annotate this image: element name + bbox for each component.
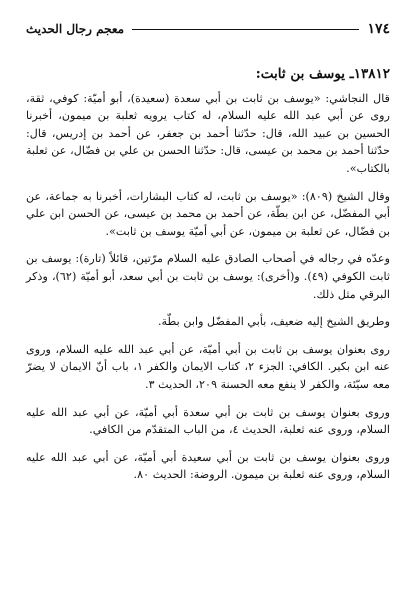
paragraph-rijal: وعدّه في رجاله في أصحاب الصادق عليه السلام مرّتين، قائلاً (تارة): يوسف بن ثابت الكوفي (٤٩). و(أخرى): يوسف بن ثابت بن أبي سعد، أبو أميّة (٦٢)، وذكر البرقي مثل ذلك. <box>26 252 390 301</box>
entry-body <box>26 66 390 488</box>
paragraph-kafi-2: وروى بعنوان يوسف بن ثابت بن أبي سعدة أبي أميّة، عن أبي عبد الله عليه السلام، وروى عنه ثعلبة، الحديث ٤، من الباب المتقدّم من الكافي. <box>26 405 390 437</box>
header-rule <box>132 29 359 30</box>
page-number: ١٧٤ <box>367 21 390 37</box>
paragraph-kafi-1: روى بعنوان يوسف بن ثابت بن أبي أميّة، عن أبي عبد الله عليه السلام، وروى عنه ابن بكير. الكافي: الجزء ٢، كتاب الايمان والكفر ١، باب أنّ الايمان لا يضرّ معه سيّئة، والكفر لا ينفع معه الحسنة ٢٠٩، الحديث ٣. <box>26 342 390 391</box>
paragraph-rawda: وروى بعنوان يوسف بن ثابت بن أبي سعيدة أبي أميّة، عن أبي عبد الله عليه السلام، وروى عنه ثعلبة بن ميمون. الروضة: الحديث ٨٠. <box>26 450 390 482</box>
entry-heading: ١٣٨١٢ـ يوسف بن ثابت: <box>255 66 390 82</box>
paragraph-najashi: قال النجاشي: «يوسف بن ثابت بن أبي سعدة (سعيدة)، أبو أميّة: كوفي، ثقة، روى عن أبي عبد الله عليه السلام، له كتاب يرويه ثعلبة بن ميمون، أخبرنا الحسين بن عبيد الله، قال: حدّثنا أحمد بن جعفر، عن أحمد بن إدريس، قال: حدّثنا أحمد بن محمد بن عيسى، قال: حدّثنا الحسن بن علي بن فضّال، عن ثعلبة بالكتاب». <box>26 91 390 175</box>
running-header <box>26 18 390 40</box>
paragraph-shaykh: وقال الشيخ (٨٠٩): «يوسف بن ثابت، له كتاب البشارات، أخبرنا به جماعة، عن أبي المفضّل، عن ابن بطّة، عن أحمد بن محمد بن عيسى، عن الحسن ابن علي بن فضّال، عن ثعلبة بن ميمون، عن أبي أميّة يوسف بن ثابت». <box>26 189 390 238</box>
book-title: معجم رجال الحديث <box>26 22 125 36</box>
paragraph-tariq: وطريق الشيخ إليه ضعيف، بأبي المفضّل وابن بطّة. <box>157 315 390 329</box>
